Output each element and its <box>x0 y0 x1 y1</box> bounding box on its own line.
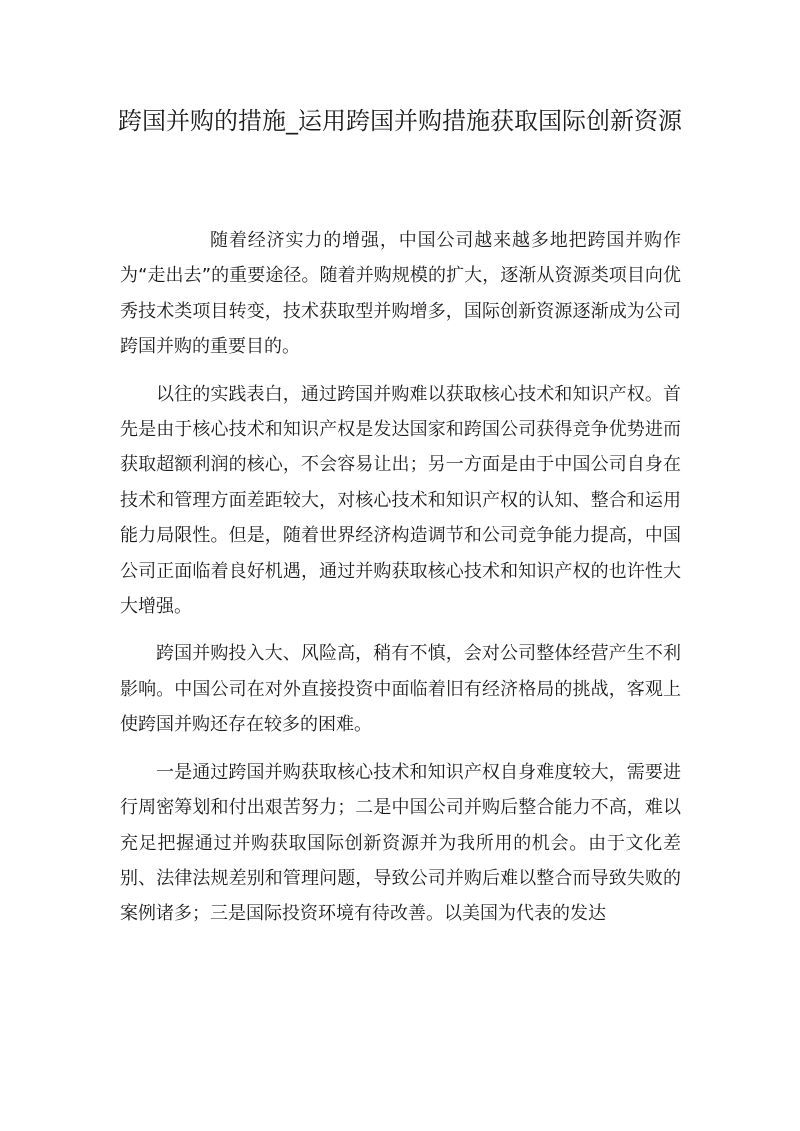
document-body <box>120 223 681 944</box>
paragraph-3: 跨国并购投入大、风险高，稍有不慎，会对公司整体经营产生不利影响。中国公司在对外直接投资中面临着旧有经济格局的挑战，客观上使跨国并购还存在较多的困难。 <box>120 643 681 736</box>
paragraph-1: 随着经济实力的增强，中国公司越来越多地把跨国并购作为“走出去”的重要途径。随着并购规模的扩大，逐渐从资源类项目向优秀技术类项目转变，技术获取型并购增多，国际创新资源逐渐成为公司跨国并购的重要目的。 <box>120 230 681 358</box>
paragraph-2: 以往的实践表白，通过跨国并购难以获取核心技术和知识产权。首先是由于核心技术和知识产权是发达国家和跨国公司获得竞争优势进而获取超额利润的核心，不会容易让出；另一方面是由于中国公司自身在技术和管理方面差距较大，对核心技术和知识产权的认知、整合和运用能力局限性。但是，随着世界经济构造调节和公司竞争能力提高，中国公司正面临着良好机遇，通过并购获取核心技术和知识产权的也许性大大增强。 <box>120 383 681 618</box>
document-title: 跨国并购的措施_运用跨国并购措施获取国际创新资源 <box>118 107 682 135</box>
paragraph-4: 一是通过跨国并购获取核心技术和知识产权自身难度较大，需要进行周密筹划和付出艰苦努力；二是中国公司并购后整合能力不高，难以充足把握通过并购获取国际创新资源并为我所用的机会。由于文化差别、法律法规差别和管理问题，导致公司并购后难以整合而导致失败的案例诸多；三是国际投资环境有待改善。以美国为代表的发达 <box>120 761 681 925</box>
